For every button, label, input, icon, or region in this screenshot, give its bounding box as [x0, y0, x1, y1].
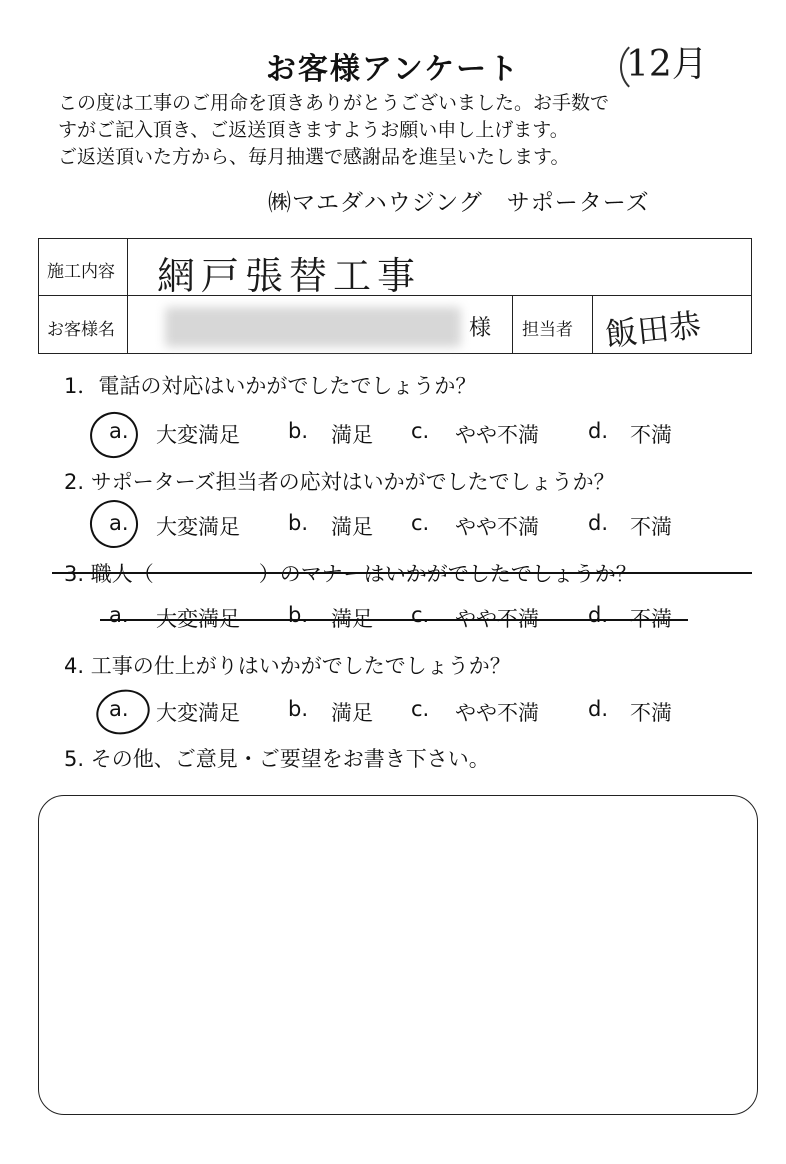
customer-label: お客様名: [47, 320, 115, 340]
q1-option-a-label[interactable]: 大変満足: [156, 423, 240, 447]
question-4: 4. 工事の仕上がりはいかがでしたでしょうか？: [64, 654, 511, 678]
q4-option-b-label[interactable]: 満足: [331, 701, 373, 725]
q3-options-strikethrough: [100, 619, 688, 621]
label-column-divider: [127, 239, 128, 353]
q2-option-b-label[interactable]: 満足: [331, 515, 373, 539]
q3-option-b-label: 満足: [331, 607, 373, 631]
staff-value[interactable]: 飯田恭: [603, 306, 703, 354]
q1-option-d-letter[interactable]: d.: [588, 419, 609, 443]
work-value[interactable]: 網戸張替工事: [157, 254, 422, 298]
q3-option-b-letter: b.: [288, 603, 309, 627]
q3-option-c-label: やや不満: [455, 607, 539, 631]
q4-selected-circle: [91, 684, 155, 740]
month-note-bracket: [620, 38, 734, 96]
customer-suffix: 様: [469, 316, 492, 341]
customer-name-redacted: [165, 307, 461, 347]
staff-label: 担当者: [522, 320, 573, 340]
q3-option-c-letter: c.: [411, 603, 430, 627]
q1-selected-circle: [85, 407, 143, 464]
q2-selected-circle: [85, 495, 144, 554]
q2-option-c-letter[interactable]: c.: [411, 511, 430, 535]
q4-option-c-label[interactable]: やや不満: [455, 701, 539, 725]
intro-line-2: すがご記入頂き、ご返送頂きますようお願い申し上げます。: [58, 119, 569, 141]
q2-option-b-letter[interactable]: b.: [288, 511, 309, 535]
q1-option-c-label[interactable]: やや不満: [455, 423, 539, 447]
q2-option-d-letter[interactable]: d.: [588, 511, 609, 535]
q2-option-a-label[interactable]: 大変満足: [156, 515, 240, 539]
q2-option-d-label[interactable]: 不満: [630, 515, 672, 539]
intro-line-3: ご返送頂いた方から、毎月抽選で感謝品を進呈いたします。: [58, 146, 570, 168]
page-title: お客様アンケート: [265, 52, 521, 87]
q4-option-b-letter[interactable]: b.: [288, 697, 309, 721]
intro-line-1: この度は工事のご用命を頂きありがとうございました。お手数で: [58, 92, 610, 114]
question-3-options: [0, 603, 786, 633]
q4-option-c-letter[interactable]: c.: [411, 697, 430, 721]
q2-option-a-letter[interactable]: a.: [109, 511, 129, 535]
question-1: 1．電話の対応はいかがでしたでしょうか？: [64, 374, 477, 398]
work-label: 施工内容: [47, 262, 115, 282]
q3-option-a-label: 大変満足: [156, 607, 240, 631]
question-2: 2. サポーターズ担当者の応対はいかがでしたでしょうか？: [64, 470, 615, 494]
staff-label-divider: [592, 295, 593, 353]
q3-option-d-letter: d.: [588, 603, 609, 627]
q1-option-b-label[interactable]: 満足: [331, 423, 373, 447]
suffix-divider: [512, 295, 513, 353]
q1-option-c-letter[interactable]: c.: [411, 419, 430, 443]
q3-option-a-letter: a.: [109, 603, 129, 627]
q4-option-a-label[interactable]: 大変満足: [156, 701, 240, 725]
q1-option-a-letter[interactable]: a.: [109, 419, 129, 443]
q1-option-b-letter[interactable]: b.: [288, 419, 309, 443]
company-name: ㈱マエダハウジング サポーターズ: [268, 190, 650, 216]
question-5: 5. その他、ご意見・ご要望をお書き下さい。: [64, 747, 490, 771]
q2-option-c-label[interactable]: やや不満: [455, 515, 539, 539]
q4-option-d-label[interactable]: 不満: [630, 701, 672, 725]
q3-option-d-label: 不満: [630, 607, 672, 631]
month-note: 12月: [626, 44, 708, 85]
q4-option-d-letter[interactable]: d.: [588, 697, 609, 721]
q4-option-a-letter[interactable]: a.: [109, 697, 129, 721]
info-table: [38, 238, 752, 354]
comments-textarea[interactable]: [38, 795, 758, 1115]
q1-option-d-label[interactable]: 不満: [630, 423, 672, 447]
question-3: 3. 職人（ ）のマナーはいかがでしたでしょうか？: [64, 562, 637, 586]
q3-strikethrough: [52, 572, 752, 574]
